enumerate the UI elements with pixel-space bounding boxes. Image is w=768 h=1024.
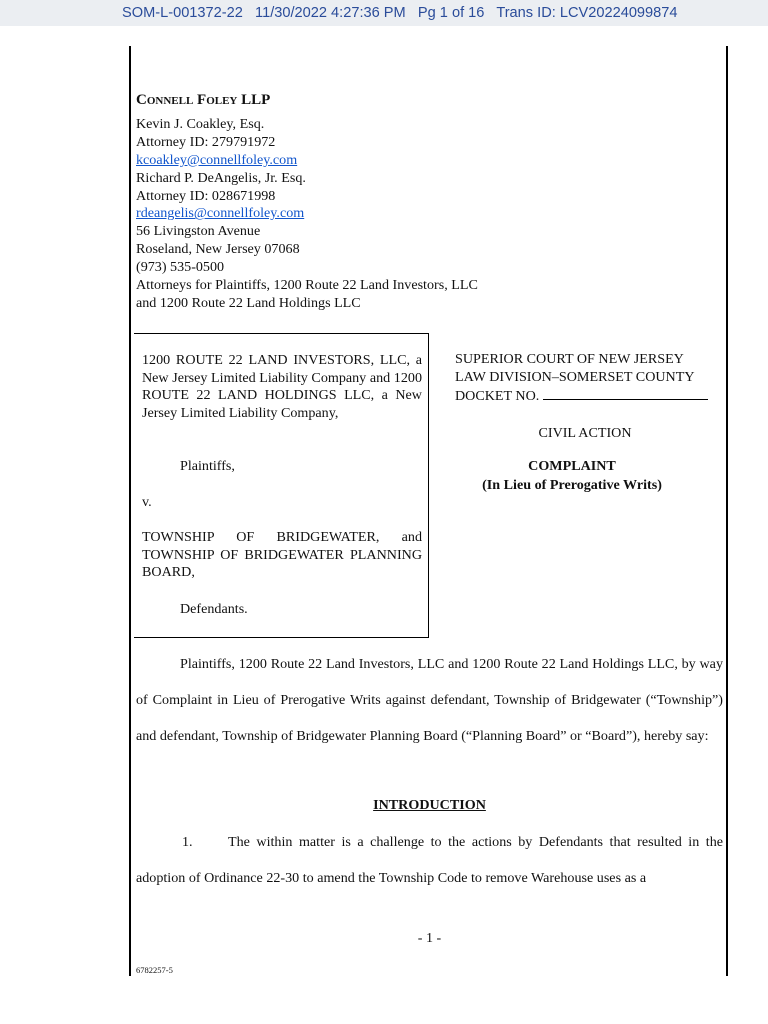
- court-name: SUPERIOR COURT OF NEW JERSEY: [455, 351, 684, 367]
- firm-line: Attorneys for Plaintiffs, 1200 Route 22 Land Investors, LLC: [136, 277, 478, 294]
- versus-label: v.: [142, 494, 152, 510]
- court-block: [455, 350, 708, 441]
- filing-header: [0, 0, 768, 26]
- firm-line: Kevin J. Coakley, Esq.: [136, 115, 265, 132]
- firm-name: Connell Foley LLP: [136, 92, 271, 108]
- introduction-heading: INTRODUCTION: [373, 797, 486, 813]
- firm-line: Richard P. DeAngelis, Jr. Esq.: [136, 169, 306, 186]
- complaint-heading: COMPLAINT: [528, 458, 616, 474]
- page-number: - 1 -: [417, 930, 442, 946]
- court-division: LAW DIVISION–SOMERSET COUNTY: [455, 369, 695, 385]
- paragraph-number: 1.: [182, 834, 193, 850]
- complaint-title: [422, 457, 722, 495]
- civil-action: CIVIL ACTION: [538, 425, 632, 441]
- case-caption-box: [134, 333, 429, 638]
- document-id: 6782257-5: [136, 965, 173, 975]
- right-margin-rule: [726, 46, 728, 976]
- complaint-subheading: (In Lieu of Prerogative Writs): [482, 477, 662, 493]
- filing-page: Pg 1 of 16: [417, 5, 485, 21]
- filing-trans-id: Trans ID: LCV20224099874: [496, 5, 678, 21]
- opening-text: Plaintiffs, 1200 Route 22 Land Investors, LLC and 1200 Route 22 Land Holdings LLC, by way of Complaint in Lieu of Prerogative Writs against defendant, Township of Bridgewater (“Township”) and defendant, Township of Bridgewater Planning Board (“Planning Board” or “Board”), hereby say:: [136, 656, 723, 744]
- email-link-deangelis[interactable]: rdeangelis@connellfoley.com: [136, 205, 305, 222]
- firm-line: Attorney ID: 279791972: [136, 133, 276, 150]
- docket-blank: [543, 386, 708, 400]
- email-link-coakley[interactable]: kcoakley@connellfoley.com: [136, 151, 298, 168]
- filing-docket: SOM-L-001372-22: [122, 5, 243, 21]
- firm-line: 56 Livingston Avenue: [136, 223, 261, 240]
- opening-paragraph: [136, 646, 723, 754]
- firm-line: (973) 535-0500: [136, 259, 225, 276]
- docket-label: DOCKET NO.: [455, 388, 540, 404]
- docket-number: [455, 386, 708, 405]
- paragraph-text: The within matter is a challenge to the actions by Defendants that resulted in the adoption of Ordinance 22-30 to amend the Township Code to remove Warehouse uses as a: [136, 834, 723, 886]
- firm-line: and 1200 Route 22 Land Holdings LLC: [136, 294, 361, 311]
- firm-line: Roseland, New Jersey 07068: [136, 241, 300, 258]
- left-margin-rule: [129, 46, 131, 976]
- paragraph-1: [136, 824, 723, 896]
- firm-line: Attorney ID: 028671998: [136, 187, 276, 204]
- plaintiff-parties: 1200 ROUTE 22 LAND INVESTORS, LLC, a New Jersey Limited Liability Company and 1200 ROUTE 22 LAND HOLDINGS LLC, a New Jersey Limited Liability Company,: [142, 352, 422, 422]
- defendant-parties: TOWNSHIP OF BRIDGEWATER, and TOWNSHIP OF BRIDGEWATER PLANNING BOARD,: [142, 529, 422, 581]
- filing-datetime: 11/30/2022 4:27:36 PM: [255, 5, 406, 21]
- plaintiffs-label: Plaintiffs,: [180, 458, 235, 474]
- attorney-block: [136, 92, 478, 313]
- defendants-label: Defendants.: [180, 601, 248, 617]
